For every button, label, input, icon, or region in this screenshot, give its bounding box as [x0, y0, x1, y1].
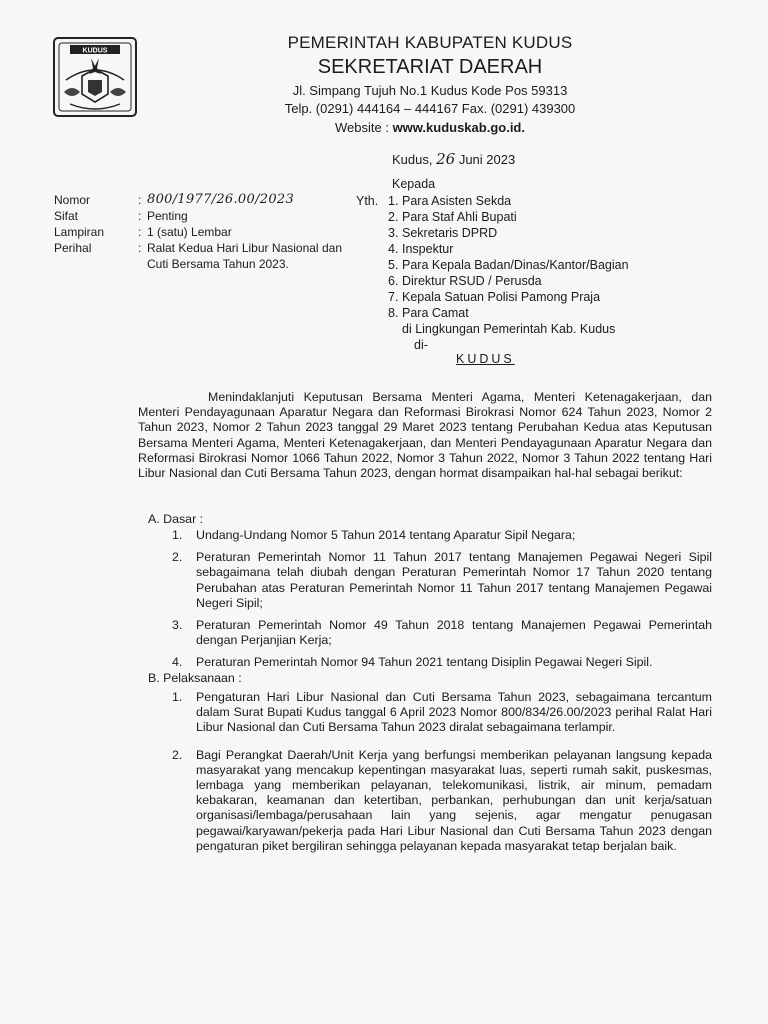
list-text: Bagi Perangkat Daerah/Unit Kerja yang berfungsi memberikan pelayanan langsung kepada masyarakat yang mencakup kepentingan masyarakat luas, seperti rumah sakit, puskesmas, lembaga yang memberikan pelayanan, telekomunikasi, listrik, air minum, pemadam kebakaran, keamanan dan ketertiban, perbankan, perhubungan dan unit kerja/satuan organisasi/lembaga/perusahaan lain yang sejenis, agar mengatur penugasan pegawai/karyawan/pekerja pada Hari Libur Nasional dan Cuti Bersama Tahun 2023 dengan pengaturan piket bergiliran sehingga pelayanan kepada masyarakat tetap berjalan baik.: [196, 747, 712, 853]
list-number: 3.: [388, 226, 399, 240]
meta-value: 1 (satu) Lembar: [147, 225, 232, 239]
list-item: [172, 618, 712, 648]
kepada-label: Kepada: [392, 177, 436, 191]
recipient-text: Sekretaris DPRD: [402, 226, 498, 240]
section-b-list: [172, 690, 712, 861]
meta-value: Penting: [147, 209, 188, 223]
website-link[interactable]: www.kuduskab.go.id.: [392, 120, 525, 135]
list-item: [172, 550, 712, 611]
recipient-text: Direktur RSUD / Perusda: [402, 274, 542, 288]
list-number: 4.: [172, 655, 183, 670]
list-number: 2.: [388, 210, 399, 224]
recipient-scope: di Lingkungan Pemerintah Kab. Kudus: [402, 322, 616, 336]
letter-meta: [54, 192, 342, 272]
list-text: Peraturan Pemerintah Nomor 94 Tahun 2021 tentang Disiplin Pegawai Negeri Sipil.: [196, 655, 653, 670]
section-a-heading: A. Dasar :: [148, 512, 204, 526]
meta-label: Perihal: [54, 241, 92, 255]
list-item: [172, 748, 712, 854]
list-number: 5.: [388, 258, 399, 272]
list-item: [356, 305, 629, 321]
list-item: [356, 273, 629, 289]
meta-row-nomor: [54, 192, 342, 208]
letter-body: [138, 390, 712, 481]
list-item: [356, 193, 629, 209]
meta-colon: :: [138, 241, 142, 255]
list-number: 1.: [172, 528, 183, 542]
list-item: [172, 690, 712, 736]
spacer: [356, 209, 388, 225]
spacer: [356, 225, 388, 241]
letter-date: [392, 150, 515, 168]
list-item: [356, 289, 629, 305]
recipient-list: [356, 193, 629, 353]
meta-label: Sifat: [54, 209, 79, 223]
recipient-text: Para Camat: [402, 306, 469, 320]
meta-colon: :: [138, 225, 142, 239]
meta-label: Lampiran: [54, 225, 105, 239]
meta-row-perihal: [54, 240, 342, 272]
recipient-place: KUDUS: [456, 352, 515, 366]
list-text: Peraturan Pemerintah Nomor 49 Tahun 2018 tentang Manajemen Pegawai Pemerintah dengan Perjanjian Kerja;: [196, 618, 712, 648]
list-item: [356, 241, 629, 257]
list-item: [356, 225, 629, 241]
spacer: [356, 241, 388, 257]
office-website-line: [170, 118, 690, 137]
meta-colon: :: [138, 209, 142, 223]
list-number: 2.: [172, 550, 183, 565]
letterhead: [170, 32, 690, 137]
office-address: Jl. Simpang Tujuh No.1 Kudus Kode Pos 59313: [292, 83, 568, 98]
intro-paragraph: Menindaklanjuti Keputusan Bersama Menteri Agama, Menteri Ketenagakerjaan, dan Menteri Pendayagunaan Aparatur Negara dan Reformasi Birokrasi Nomor 624 Tahun 2023, Nomor 2 Tahun 2023, Nomor 2 Tahun 2023 tanggal 29 Maret 2023 tentang Perubahan Kedua atas Keputusan Bersama Menteri Agama, Menteri Ketenagakerjaan, dan Menteri Pendayagunaan Aparatur Negara dan Reformasi Birokrasi Nomor 1066 Tahun 2022, Nomor 3 Tahun 2022, Nomor 3 Tahun 2022 tentang Hari Libur Nasional dan Cuti Bersama Tahun 2023, dengan hormat disampaikan hal-hal sebagai berikut:: [138, 390, 712, 481]
date-month-year: Juni 2023: [458, 152, 516, 167]
kudus-regency-logo: [52, 36, 138, 118]
list-item: [356, 257, 629, 273]
letter-number-handwritten: 800/1977/26.00/2023: [147, 192, 295, 207]
meta-colon: :: [138, 193, 142, 207]
date-day-handwritten: 26: [436, 150, 456, 168]
list-number: 1.: [172, 690, 183, 704]
spacer: [356, 257, 388, 273]
list-text: Undang-Undang Nomor 5 Tahun 2014 tentang Aparatur Sipil Negara;: [196, 528, 576, 542]
list-number: 4.: [388, 242, 399, 256]
recipient-text: Kepala Satuan Polisi Pamong Praja: [402, 290, 601, 304]
list-number: 2.: [172, 747, 183, 762]
list-item: [172, 528, 712, 543]
recipient-text: Para Staf Ahli Bupati: [402, 210, 517, 224]
list-item: [356, 209, 629, 225]
meta-row-lampiran: [54, 224, 342, 240]
list-number: 7.: [388, 290, 399, 304]
office-phone: Telp. (0291) 444164 – 444167 Fax. (0291) 439300: [284, 101, 576, 116]
office-name: SEKRETARIAT DAERAH: [317, 56, 543, 78]
meta-label: Nomor: [54, 193, 91, 207]
meta-row-sifat: [54, 208, 342, 224]
date-city: Kudus,: [392, 152, 433, 167]
recipient-text: Para Kepala Badan/Dinas/Kantor/Bagian: [402, 258, 629, 272]
list-item: [172, 655, 712, 670]
government-name: PEMERINTAH KABUPATEN KUDUS: [287, 33, 573, 52]
yth-label: Yth.: [356, 194, 379, 208]
list-text: Pengaturan Hari Libur Nasional dan Cuti Bersama Tahun 2023, sebagaimana tercantum dalam Surat Bupati Kudus tanggal 6 April 2023 Nomor 800/834/26.00/2023 perihal Ralat Hari Libur Nasional dan Cuti Bersama Tahun 2023 diralat sebagaimana terlampir.: [196, 690, 712, 735]
website-label: Website :: [335, 120, 393, 135]
list-text: Peraturan Pemerintah Nomor 11 Tahun 2017 tentang Manajemen Pegawai Negeri Sipil sebagaimana telah diubah dengan Peraturan Pemerintah Nomor 17 Tahun 2020 tentang Perubahan atas Peraturan Pemerintah Nomor 11 Tahun 2017 tentang Manajemen Pegawai Negeri Sipil;: [196, 550, 712, 610]
recipient-text: Para Asisten Sekda: [402, 194, 512, 208]
list-number: 1.: [388, 194, 399, 208]
meta-value-subject: Ralat Kedua Hari Libur Nasional dan Cuti Bersama Tahun 2023.: [147, 241, 342, 271]
section-a-list: [172, 528, 712, 678]
svg-text:KUDUS: KUDUS: [82, 47, 108, 55]
spacer: [356, 289, 388, 305]
section-b-heading: B. Pelaksanaan :: [148, 671, 242, 685]
spacer: [356, 273, 388, 289]
recipient-di: di-: [414, 338, 428, 352]
list-number: 8.: [388, 306, 399, 320]
list-number: 3.: [172, 618, 183, 633]
list-number: 6.: [388, 274, 399, 288]
spacer: [356, 305, 388, 321]
recipient-text: Inspektur: [402, 242, 454, 256]
